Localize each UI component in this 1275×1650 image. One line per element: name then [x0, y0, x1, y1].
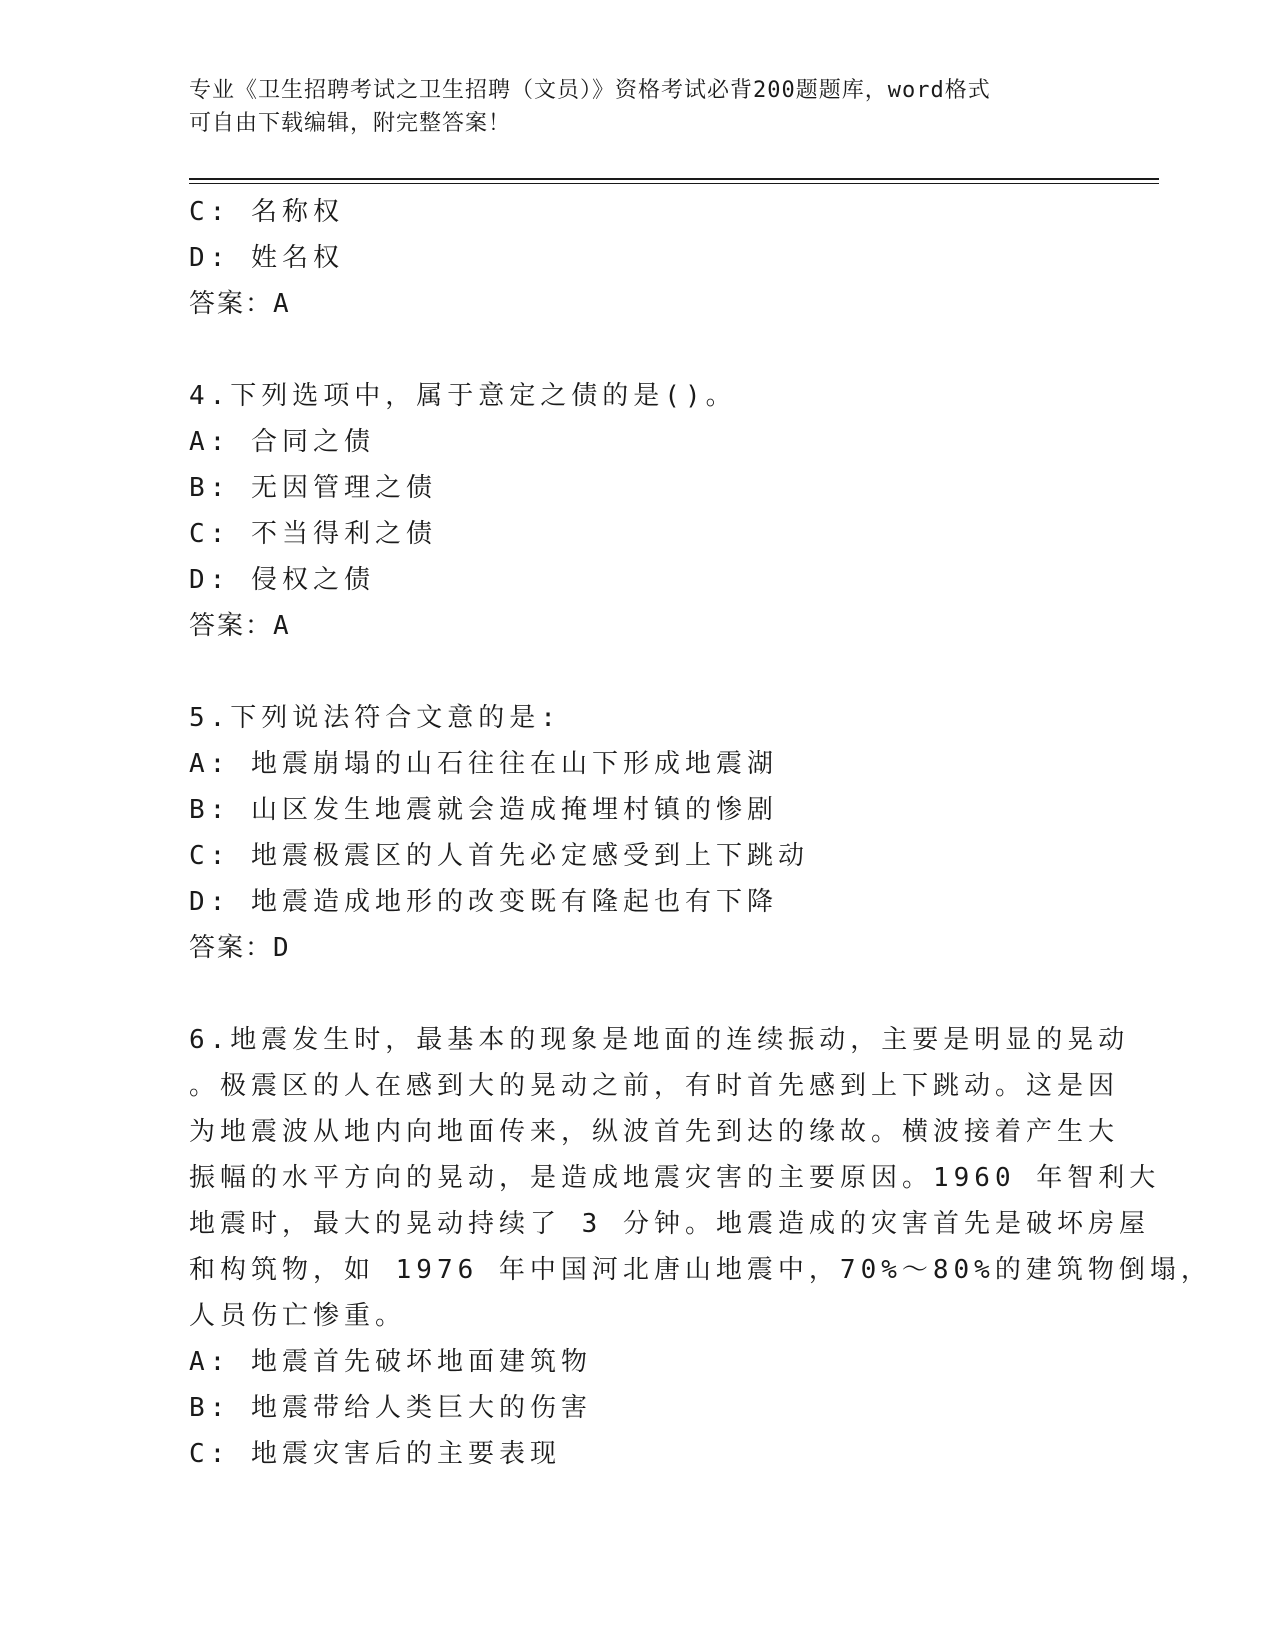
document-header: [189, 74, 1069, 140]
header-divider-thick: [189, 178, 1159, 180]
question-6-option-a: A: 地震首先破坏地面建筑物: [189, 1347, 592, 1377]
question-5-stem: 5.下列说法符合文意的是:: [189, 703, 561, 733]
question-4-stem: 4.下列选项中，属于意定之债的是()。: [189, 381, 737, 411]
question-6-stem-line-2: 。极震区的人在感到大的晃动之前，有时首先感到上下跳动。这是因: [189, 1071, 1120, 1101]
question-5-answer: 答案：D: [189, 933, 291, 963]
header-divider-thin: [189, 183, 1159, 184]
question-3-answer: 答案：A: [189, 289, 291, 319]
question-4: [189, 373, 1069, 649]
question-3-tail: [189, 189, 1069, 327]
question-6-stem-line-1: 6.地震发生时，最基本的现象是地面的连续振动，主要是明显的晃动: [189, 1025, 1130, 1055]
question-6-stem-line-4: 振幅的水平方向的晃动，是造成地震灾害的主要原因。1960 年智利大: [189, 1163, 1161, 1193]
header-line-2: 可自由下载编辑，附完整答案！: [189, 111, 512, 136]
question-5-option-c: C: 地震极震区的人首先必定感受到上下跳动: [189, 841, 809, 871]
question-5-option-d: D: 地震造成地形的改变既有隆起也有下降: [189, 887, 778, 917]
question-6-stem-line-3: 为地震波从地内向地面传来，纵波首先到达的缘故。横波接着产生大: [189, 1117, 1120, 1147]
question-4-answer: 答案：A: [189, 611, 291, 641]
question-4-option-c: C: 不当得利之债: [189, 519, 437, 549]
question-6-option-c: C: 地震灾害后的主要表现: [189, 1439, 561, 1469]
question-3-option-d: D: 姓名权: [189, 243, 344, 273]
question-5: [189, 695, 1069, 971]
question-3-option-c: C: 名称权: [189, 197, 344, 227]
question-6-stem-line-6: 和构筑物，如 1976 年中国河北唐山地震中，70%～80%的建筑物倒塌，: [189, 1255, 1212, 1285]
question-6-stem-line-7: 人员伤亡惨重。: [189, 1301, 407, 1331]
question-4-option-d: D: 侵权之债: [189, 565, 375, 595]
question-6-option-b: B: 地震带给人类巨大的伤害: [189, 1393, 592, 1423]
spacer: [189, 649, 1069, 695]
question-5-option-a: A: 地震崩塌的山石往往在山下形成地震湖: [189, 749, 778, 779]
question-6-stem-line-5: 地震时，最大的晃动持续了 3 分钟。地震造成的灾害首先是破坏房屋: [189, 1209, 1150, 1239]
question-4-option-b: B: 无因管理之债: [189, 473, 437, 503]
spacer: [189, 327, 1069, 373]
question-4-option-a: A: 合同之债: [189, 427, 375, 457]
question-5-option-b: B: 山区发生地震就会造成掩埋村镇的惨剧: [189, 795, 778, 825]
question-6: [189, 1017, 1212, 1477]
question-list: [189, 189, 1212, 1477]
header-line-1: 专业《卫生招聘考试之卫生招聘（文员）》资格考试必背200题题库，word格式: [189, 78, 991, 103]
spacer: [189, 971, 1069, 1017]
